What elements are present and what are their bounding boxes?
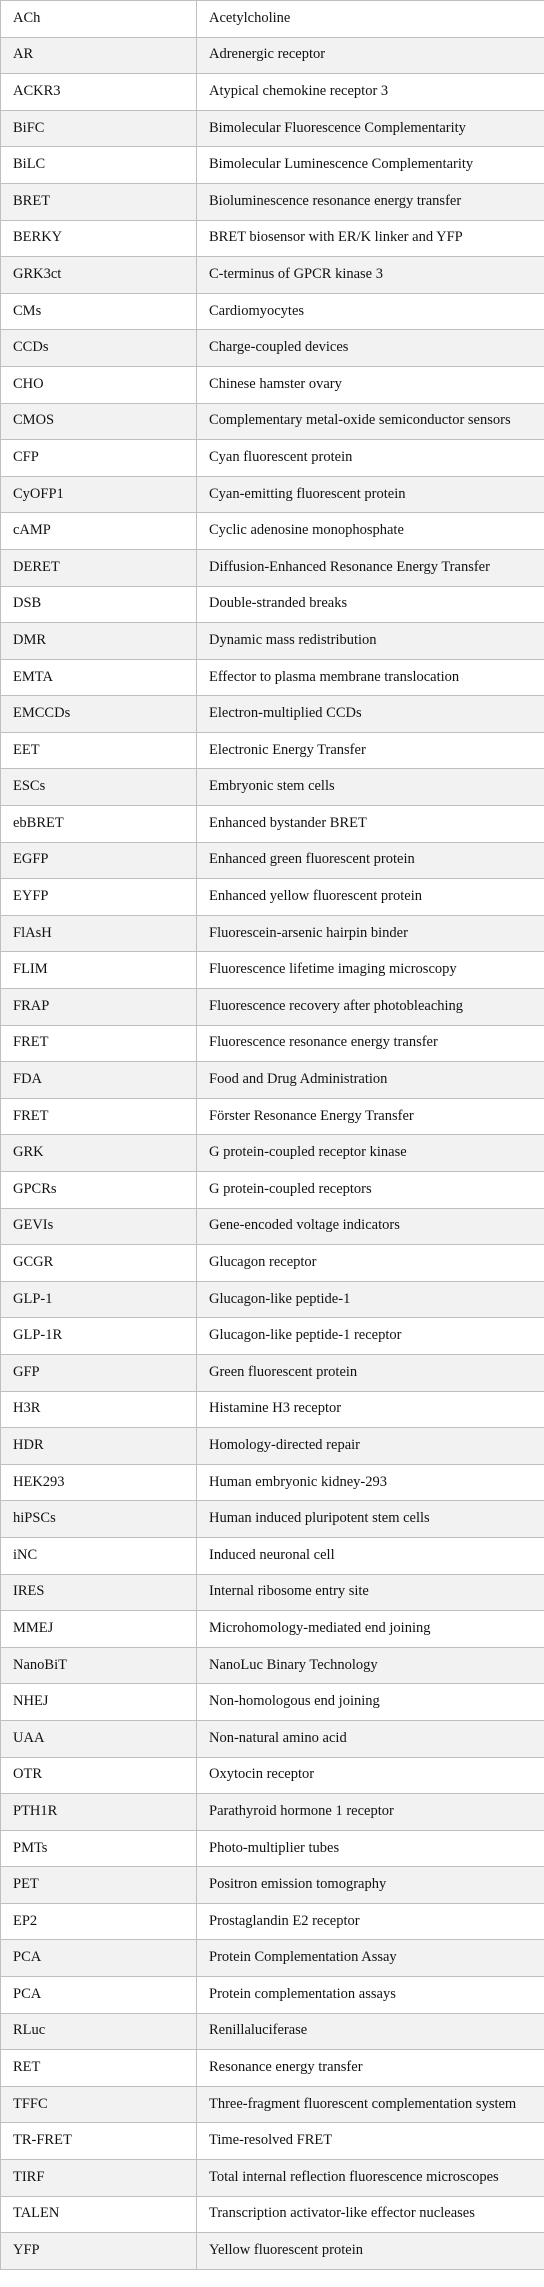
abbreviation-cell: BRET xyxy=(1,183,197,220)
definition-cell: Human induced pluripotent stem cells xyxy=(197,1501,544,1538)
table-row xyxy=(1,110,544,147)
abbreviation-cell: GEVIs xyxy=(1,1208,197,1245)
table-row xyxy=(1,1611,544,1648)
table-row xyxy=(1,1208,544,1245)
table-row xyxy=(1,366,544,403)
abbreviation-cell: FRET xyxy=(1,1025,197,1062)
definition-cell: Histamine H3 receptor xyxy=(197,1391,544,1428)
definition-cell: Renillaluciferase xyxy=(197,2013,544,2050)
definition-cell: Fluorescence recovery after photobleaching xyxy=(197,989,544,1026)
table-row xyxy=(1,1464,544,1501)
abbreviation-cell: AR xyxy=(1,37,197,74)
table-row xyxy=(1,513,544,550)
table-row xyxy=(1,1757,544,1794)
definition-cell: Parathyroid hormone 1 receptor xyxy=(197,1794,544,1831)
table-row xyxy=(1,74,544,111)
abbreviation-cell: TALEN xyxy=(1,2196,197,2233)
definition-cell: Total internal reflection fluorescence microscopes xyxy=(197,2160,544,2197)
abbreviation-cell: GRK xyxy=(1,1135,197,1172)
table-row xyxy=(1,403,544,440)
definition-cell: Homology-directed repair xyxy=(197,1428,544,1465)
definition-cell: Photo-multiplier tubes xyxy=(197,1830,544,1867)
table-row xyxy=(1,1794,544,1831)
abbreviation-cell: GRK3ct xyxy=(1,257,197,294)
table-row xyxy=(1,769,544,806)
abbreviation-cell: GLP-1 xyxy=(1,1281,197,1318)
abbreviation-cell: CMOS xyxy=(1,403,197,440)
abbreviation-cell: PMTs xyxy=(1,1830,197,1867)
definition-cell: Chinese hamster ovary xyxy=(197,366,544,403)
abbreviation-cell: EP2 xyxy=(1,1903,197,1940)
definition-cell: Cyclic adenosine monophosphate xyxy=(197,513,544,550)
abbreviation-cell: H3R xyxy=(1,1391,197,1428)
abbreviation-cell: MMEJ xyxy=(1,1611,197,1648)
table-row xyxy=(1,1025,544,1062)
table-row xyxy=(1,806,544,843)
abbreviation-cell: DSB xyxy=(1,586,197,623)
abbreviation-cell: BiFC xyxy=(1,110,197,147)
definition-cell: Glucagon-like peptide-1 receptor xyxy=(197,1318,544,1355)
table-row xyxy=(1,440,544,477)
table-row xyxy=(1,1172,544,1209)
table-row xyxy=(1,1501,544,1538)
abbreviation-cell: EMCCDs xyxy=(1,696,197,733)
definition-cell: Cardiomyocytes xyxy=(197,293,544,330)
table-row xyxy=(1,1135,544,1172)
definition-cell: Dynamic mass redistribution xyxy=(197,623,544,660)
table-row xyxy=(1,1647,544,1684)
table-row xyxy=(1,2013,544,2050)
table-row xyxy=(1,1354,544,1391)
table-row xyxy=(1,2123,544,2160)
abbreviation-cell: UAA xyxy=(1,1720,197,1757)
definition-cell: Atypical chemokine receptor 3 xyxy=(197,74,544,111)
abbreviation-cell: FLIM xyxy=(1,952,197,989)
table-row xyxy=(1,1245,544,1282)
definition-cell: Cyan-emitting fluorescent protein xyxy=(197,476,544,513)
abbreviation-cell: GPCRs xyxy=(1,1172,197,1209)
table-row xyxy=(1,586,544,623)
definition-cell: Internal ribosome entry site xyxy=(197,1574,544,1611)
definition-cell: Fluorescence lifetime imaging microscopy xyxy=(197,952,544,989)
definition-cell: Acetylcholine xyxy=(197,1,544,38)
abbreviation-cell: NanoBiT xyxy=(1,1647,197,1684)
abbreviation-cell: RLuc xyxy=(1,2013,197,2050)
table-row xyxy=(1,696,544,733)
definition-cell: Förster Resonance Energy Transfer xyxy=(197,1098,544,1135)
definition-cell: Bimolecular Luminescence Complementarity xyxy=(197,147,544,184)
table-row xyxy=(1,1720,544,1757)
abbreviation-cell: ACKR3 xyxy=(1,74,197,111)
abbreviation-cell: GFP xyxy=(1,1354,197,1391)
table-row xyxy=(1,2086,544,2123)
definition-cell: C-terminus of GPCR kinase 3 xyxy=(197,257,544,294)
table-row xyxy=(1,2196,544,2233)
abbreviation-cell: TIRF xyxy=(1,2160,197,2197)
definition-cell: Microhomology-mediated end joining xyxy=(197,1611,544,1648)
table-row xyxy=(1,1684,544,1721)
abbreviation-cell: OTR xyxy=(1,1757,197,1794)
definition-cell: Electronic Energy Transfer xyxy=(197,732,544,769)
definition-cell: Enhanced yellow fluorescent protein xyxy=(197,879,544,916)
abbreviation-cell: CFP xyxy=(1,440,197,477)
table-row xyxy=(1,476,544,513)
abbreviation-cell: FlAsH xyxy=(1,915,197,952)
table-row xyxy=(1,549,544,586)
definition-cell: Effector to plasma membrane translocation xyxy=(197,659,544,696)
table-row xyxy=(1,879,544,916)
abbreviation-cell: RET xyxy=(1,2050,197,2087)
abbreviation-cell: ESCs xyxy=(1,769,197,806)
definition-cell: Cyan fluorescent protein xyxy=(197,440,544,477)
abbreviations-table-body xyxy=(1,1,544,2270)
abbreviation-cell: CHO xyxy=(1,366,197,403)
abbreviation-cell: CyOFP1 xyxy=(1,476,197,513)
definition-cell: Non-natural amino acid xyxy=(197,1720,544,1757)
abbreviation-cell: CMs xyxy=(1,293,197,330)
definition-cell: Electron-multiplied CCDs xyxy=(197,696,544,733)
definition-cell: Yellow fluorescent protein xyxy=(197,2233,544,2270)
table-row xyxy=(1,257,544,294)
abbreviation-cell: TR-FRET xyxy=(1,2123,197,2160)
table-row xyxy=(1,2160,544,2197)
definition-cell: Transcription activator-like effector nucleases xyxy=(197,2196,544,2233)
table-row xyxy=(1,1,544,38)
table-row xyxy=(1,1098,544,1135)
table-row xyxy=(1,1977,544,2014)
table-row xyxy=(1,2233,544,2270)
definition-cell: Gene-encoded voltage indicators xyxy=(197,1208,544,1245)
abbreviation-cell: TFFC xyxy=(1,2086,197,2123)
definition-cell: NanoLuc Binary Technology xyxy=(197,1647,544,1684)
table-row xyxy=(1,293,544,330)
abbreviation-cell: FRAP xyxy=(1,989,197,1026)
definition-cell: Oxytocin receptor xyxy=(197,1757,544,1794)
definition-cell: Embryonic stem cells xyxy=(197,769,544,806)
definition-cell: Human embryonic kidney-293 xyxy=(197,1464,544,1501)
abbreviation-cell: ACh xyxy=(1,1,197,38)
abbreviation-cell: GLP-1R xyxy=(1,1318,197,1355)
definition-cell: Non-homologous end joining xyxy=(197,1684,544,1721)
abbreviation-cell: CCDs xyxy=(1,330,197,367)
table-row xyxy=(1,1574,544,1611)
table-row xyxy=(1,732,544,769)
definition-cell: Green fluorescent protein xyxy=(197,1354,544,1391)
table-row xyxy=(1,915,544,952)
abbreviation-cell: BiLC xyxy=(1,147,197,184)
definition-cell: Resonance energy transfer xyxy=(197,2050,544,2087)
definition-cell: Charge-coupled devices xyxy=(197,330,544,367)
table-row xyxy=(1,659,544,696)
definition-cell: Diffusion-Enhanced Resonance Energy Transfer xyxy=(197,549,544,586)
definition-cell: Double-stranded breaks xyxy=(197,586,544,623)
definition-cell: Food and Drug Administration xyxy=(197,1062,544,1099)
definition-cell: Bimolecular Fluorescence Complementarity xyxy=(197,110,544,147)
abbreviation-cell: FDA xyxy=(1,1062,197,1099)
table-row xyxy=(1,330,544,367)
definition-cell: Positron emission tomography xyxy=(197,1867,544,1904)
abbreviation-cell: iNC xyxy=(1,1537,197,1574)
table-row xyxy=(1,2050,544,2087)
abbreviation-cell: EMTA xyxy=(1,659,197,696)
table-row xyxy=(1,1867,544,1904)
definition-cell: Prostaglandin E2 receptor xyxy=(197,1903,544,1940)
abbreviation-cell: BERKY xyxy=(1,220,197,257)
definition-cell: Three-fragment fluorescent complementation system xyxy=(197,2086,544,2123)
table-row xyxy=(1,183,544,220)
definition-cell: G protein-coupled receptors xyxy=(197,1172,544,1209)
abbreviation-cell: DMR xyxy=(1,623,197,660)
definition-cell: Fluorescence resonance energy transfer xyxy=(197,1025,544,1062)
table-row xyxy=(1,842,544,879)
abbreviation-cell: YFP xyxy=(1,2233,197,2270)
abbreviation-cell: FRET xyxy=(1,1098,197,1135)
abbreviation-cell: IRES xyxy=(1,1574,197,1611)
table-row xyxy=(1,37,544,74)
table-row xyxy=(1,1830,544,1867)
definition-cell: Protein Complementation Assay xyxy=(197,1940,544,1977)
table-row xyxy=(1,989,544,1026)
table-row xyxy=(1,952,544,989)
table-row xyxy=(1,220,544,257)
abbreviation-cell: HEK293 xyxy=(1,1464,197,1501)
abbreviation-cell: NHEJ xyxy=(1,1684,197,1721)
definition-cell: Enhanced green fluorescent protein xyxy=(197,842,544,879)
table-row xyxy=(1,623,544,660)
table-row xyxy=(1,1062,544,1099)
abbreviation-cell: HDR xyxy=(1,1428,197,1465)
table-row xyxy=(1,1391,544,1428)
table-row xyxy=(1,147,544,184)
definition-cell: Bioluminescence resonance energy transfer xyxy=(197,183,544,220)
definition-cell: Fluorescein-arsenic hairpin binder xyxy=(197,915,544,952)
definition-cell: Enhanced bystander BRET xyxy=(197,806,544,843)
abbreviation-cell: PET xyxy=(1,1867,197,1904)
table-row xyxy=(1,1940,544,1977)
abbreviation-cell: PTH1R xyxy=(1,1794,197,1831)
definition-cell: BRET biosensor with ER/K linker and YFP xyxy=(197,220,544,257)
abbreviation-cell: PCA xyxy=(1,1977,197,2014)
abbreviation-cell: EET xyxy=(1,732,197,769)
definition-cell: Glucagon-like peptide-1 xyxy=(197,1281,544,1318)
abbreviation-cell: PCA xyxy=(1,1940,197,1977)
definition-cell: Complementary metal-oxide semiconductor sensors xyxy=(197,403,544,440)
definition-cell: Protein complementation assays xyxy=(197,1977,544,2014)
definition-cell: Glucagon receptor xyxy=(197,1245,544,1282)
table-row xyxy=(1,1281,544,1318)
abbreviation-cell: cAMP xyxy=(1,513,197,550)
abbreviation-cell: ebBRET xyxy=(1,806,197,843)
table-row xyxy=(1,1537,544,1574)
definition-cell: Induced neuronal cell xyxy=(197,1537,544,1574)
definition-cell: G protein-coupled receptor kinase xyxy=(197,1135,544,1172)
table-row xyxy=(1,1903,544,1940)
table-row xyxy=(1,1318,544,1355)
table-row xyxy=(1,1428,544,1465)
definition-cell: Time-resolved FRET xyxy=(197,2123,544,2160)
abbreviation-cell: GCGR xyxy=(1,1245,197,1282)
abbreviation-cell: DERET xyxy=(1,549,197,586)
abbreviation-cell: hiPSCs xyxy=(1,1501,197,1538)
abbreviation-cell: EGFP xyxy=(1,842,197,879)
definition-cell: Adrenergic receptor xyxy=(197,37,544,74)
abbreviation-cell: EYFP xyxy=(1,879,197,916)
